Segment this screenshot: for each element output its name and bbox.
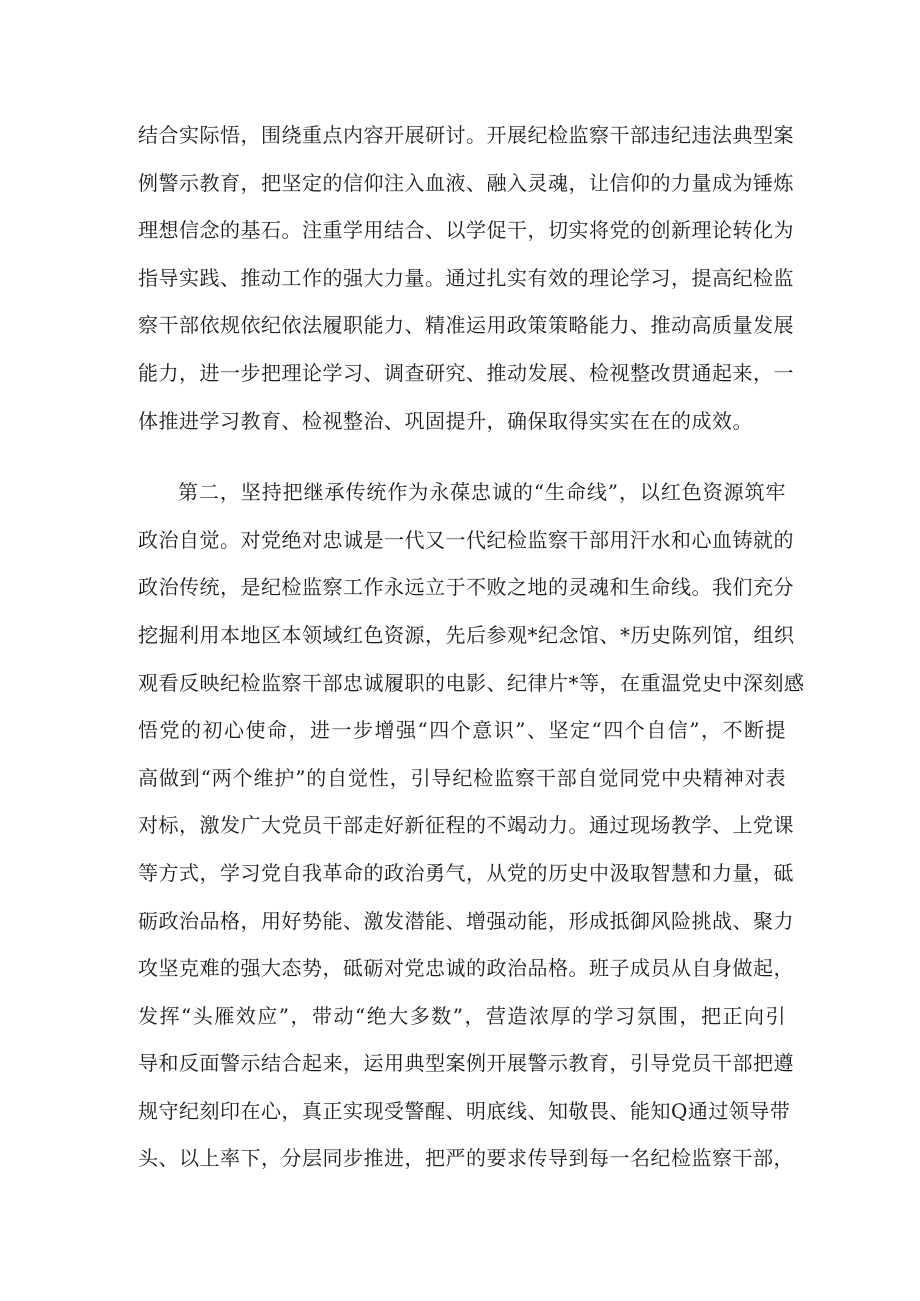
text-line: 观看反映纪检监察干部忠诚履职的电影、纪律片*等，在重温党史中深刻感 bbox=[138, 670, 805, 695]
text-line: 悟党的初心使命，进一步增强“四个意识”、坚定“四个自信”，不断提 bbox=[138, 718, 786, 743]
text-line: 例警示教育，把坚定的信仰注入血液、融入灵魂，让信仰的力量成为锤炼 bbox=[138, 170, 794, 195]
text-line: 第二，坚持把继承传统作为永葆忠诚的“生命线”，以红色资源筑牢 bbox=[178, 480, 786, 505]
paragraph-1 bbox=[138, 112, 794, 445]
text-line: 理想信念的基石。注重学用结合、以学促干，切实将党的创新理论转化为 bbox=[138, 218, 794, 243]
document-body bbox=[138, 112, 805, 1183]
text-line: 导和反面警示结合起来，运用典型案例开展警示教育，引导党员干部把遵 bbox=[138, 1051, 794, 1076]
text-line: 察干部依规依纪依法履职能力、精准运用政策策略能力、推动高质量发展 bbox=[138, 313, 794, 338]
text-line: 攻坚克难的强大态势，砥砺对党忠诚的政治品格。班子成员从自身做起， bbox=[138, 956, 794, 981]
text-line: 体推进学习教育、检视整治、巩固提升，确保取得实实在在的成效。 bbox=[138, 408, 753, 433]
text-line: 规守纪刻印在心，真正实现受警醒、明底线、知敬畏、能知Q通过领导带 bbox=[138, 1098, 791, 1123]
text-line: 结合实际悟，围绕重点内容开展研讨。开展纪检监察干部违纪违法典型案 bbox=[138, 123, 794, 147]
text-line: 砺政治品格，用好势能、激发潜能、增强动能，形成抵御风险挑战、聚力 bbox=[138, 908, 794, 933]
text-line: 高做到“两个维护”的自觉性，引导纪检监察干部自觉同党中央精神对表 bbox=[138, 765, 786, 790]
text-line: 政治传统，是纪检监察工作永远立于不败之地的灵魂和生命线。我们充分 bbox=[138, 575, 794, 600]
text-line: 对标，激发广大党员干部走好新征程的不竭动力。通过现场教学、上党课 bbox=[138, 813, 794, 838]
text-line: 等方式，学习党自我革命的政治勇气，从党的历史中汲取智慧和力量，砥 bbox=[138, 860, 794, 885]
text-line: 能力，进一步把理论学习、调查研究、推动发展、检视整改贯通起来，一 bbox=[138, 360, 794, 385]
paragraph-spacer bbox=[138, 445, 786, 469]
text-line: 挖掘利用本地区本领域红色资源，先后参观*纪念馆、*历史陈列馆，组织 bbox=[138, 622, 795, 647]
paragraph-2 bbox=[138, 469, 805, 1183]
text-line: 政治自觉。对党绝对忠诚是一代又一代纪检监察干部用汗水和心血铸就的 bbox=[138, 527, 794, 552]
text-line: 发挥“头雁效应”，带动“绝大多数”，营造浓厚的学习氛围，把正向引 bbox=[138, 1003, 786, 1028]
text-line: 指导实践、推动工作的强大力量。通过扎实有效的理论学习，提高纪检监 bbox=[138, 265, 794, 290]
text-line: 头、以上率下，分层同步推进，把严的要求传导到每一名纪检监察干部， bbox=[138, 1146, 794, 1171]
